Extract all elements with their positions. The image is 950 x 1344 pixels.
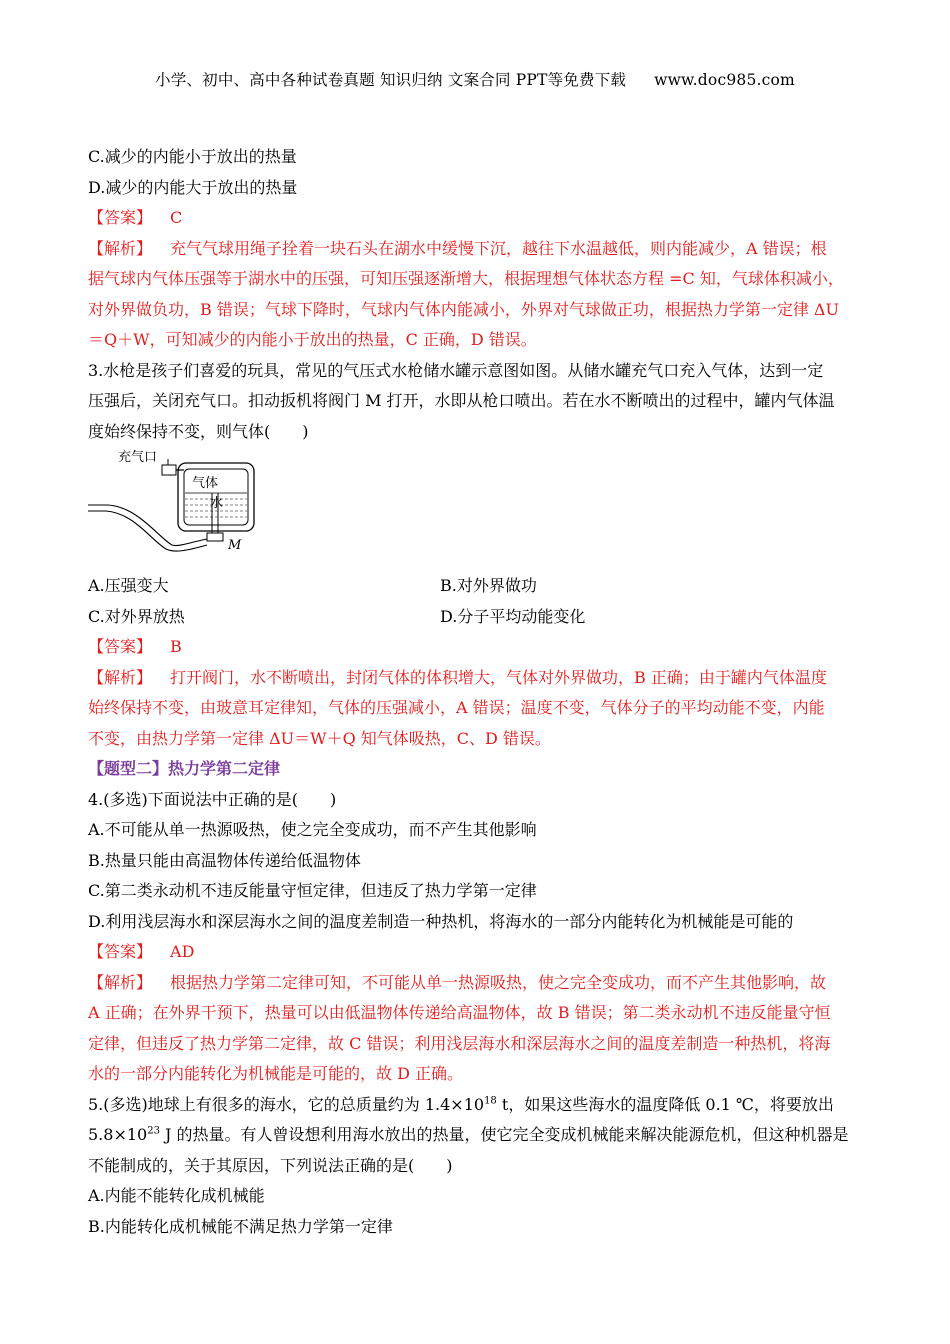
explanation-line: 定律，但违反了热力学第二定律，故 C 错误；利用浅层海水和深层海水之间的温度差制造一种热机，将海: [88, 1033, 831, 1053]
q3-options-row-2: [88, 602, 868, 633]
q4-explanation: [88, 968, 868, 1090]
q4-answer: [88, 937, 868, 968]
explanation-tag: 【解析】: [88, 238, 153, 258]
q5-stem: [88, 1090, 868, 1182]
header-url[interactable]: www.doc985.com: [654, 71, 795, 89]
q3-options-row-1: [88, 571, 868, 602]
explanation-tag: 【解析】: [88, 667, 153, 687]
explanation-line: 打开阀门，水不断喷出，封闭气体的体积增大，气体对外界做功，B 正确；由于罐内气体温度: [170, 667, 827, 687]
q2-answer: [88, 203, 868, 234]
answer-value: C: [170, 208, 183, 227]
answer-tag: 【答案】: [88, 208, 153, 227]
q5-line3: 不能制成的，关于其原因，下列说法正确的是( ): [88, 1155, 453, 1175]
page-header: [0, 68, 950, 90]
q3-explanation: [88, 663, 868, 755]
q3-stem: [88, 356, 868, 448]
explanation-line: 充气气球用绳子拴着一块石头在湖水中缓慢下沉，越往下水温越低，则内能减少，A 错误；根: [170, 238, 827, 258]
q5-line2-exp: 23: [147, 1125, 160, 1137]
answer-tag: 【答案】: [88, 942, 153, 961]
q2-explanation: [88, 234, 868, 356]
section-heading: 【题型二】热力学第二定律: [88, 759, 281, 778]
explanation-line: ＝Q＋W，可知减少的内能小于放出的热量，C 正确，D 错误。: [88, 330, 537, 349]
q3-option-b: B.对外界做功: [440, 576, 537, 595]
explanation-line: 据气球内气体压强等于湖水中的压强，可知压强逐渐增大，根据理想气体状态方程 =C 知，气球体积减小，: [88, 269, 844, 288]
q5-line2-b: J 的热量。有人曾设想利用海水放出的热量，使它完全变成机械能来解决能源危机，但这种机器是: [159, 1125, 849, 1144]
label-gas: 气体: [192, 476, 219, 491]
water-gun-svg: [88, 447, 288, 571]
valve-m: [207, 533, 223, 541]
question-line: 3.水枪是孩子们喜爱的玩具，常见的气压式水枪储水罐示意图如图。从储水罐充气口充入气体，达到一定: [88, 360, 824, 380]
q5-line1-b: t，如果这些海水的温度降低 0.1 ℃，将要放出: [496, 1094, 834, 1114]
header-text: 小学、初中、高中各种试卷真题 知识归纳 文案合同 PPT等免费下载: [155, 71, 627, 89]
q5-line1-a: 5.(多选)地球上有很多的海水，它的总质量约为 1.4×10: [88, 1094, 485, 1114]
q2-option-d: D.减少的内能大于放出的热量: [88, 177, 298, 197]
answer-value: AD: [170, 942, 195, 961]
explanation-line: 对外界做负功，B 错误；气球下降时，气球内气体内能减小，外界对气球做正功，根据热力学第一定律 ΔU: [88, 299, 839, 319]
explanation-line: 始终保持不变，由玻意耳定律知，气体的压强减小，A 错误；温度不变，气体分子的平均动能不变，内能: [88, 698, 825, 717]
label-inlet: 充气口: [118, 450, 158, 465]
q2-option-c: C.减少的内能小于放出的热量: [88, 147, 297, 166]
q3-option-a: A.压强变大: [88, 576, 169, 595]
q4-option-b: B.热量只能由高温物体传递给低温物体: [88, 850, 361, 870]
explanation-line: 水的一部分内能转化为机械能是可能的，故 D 正确。: [88, 1064, 464, 1083]
label-water: 水: [210, 496, 224, 511]
q4-option-a: A.不可能从单一热源吸热，使之完全变成功，而不产生其他影响: [88, 820, 537, 839]
answer-tag: 【答案】: [88, 637, 153, 656]
q5-option-a: A.内能不能转化成机械能: [88, 1186, 265, 1205]
explanation-tag: 【解析】: [88, 972, 153, 992]
q4-option-c: C.第二类永动机不违反能量守恒定律，但违反了热力学第一定律: [88, 881, 537, 900]
q3-answer: [88, 632, 868, 663]
q3-option-c: C.对外界放热: [88, 606, 185, 626]
q3-option-d: D.分子平均动能变化: [440, 606, 586, 626]
q4-stem: 4.(多选)下面说法中正确的是( ): [88, 789, 337, 809]
q5-line1-exp: 18: [484, 1095, 497, 1107]
explanation-line: 根据热力学第二定律可知，不可能从单一热源吸热，使之完全变成功，而不产生其他影响，故: [170, 972, 827, 992]
q4-option-d: D.利用浅层海水和深层海水之间的温度差制造一种热机，将海水的一部分内能转化为机械能是可能的: [88, 911, 794, 931]
q5-line2-a: 5.8×10: [88, 1125, 148, 1144]
explanation-line: A 正确；在外界干预下，热量可以由低温物体传递给高温物体，故 B 错误；第二类永动机不违反能量守恒: [88, 1003, 831, 1022]
explanation-line: 不变，由热力学第一定律 ΔU＝W＋Q 知气体吸热，C、D 错误。: [88, 728, 551, 748]
question-line: 压强后，关闭充气口。扣动扳机将阀门 M 打开，水即从枪口喷出。若在水不断喷出的过程中，罐内气体温: [88, 391, 835, 410]
q5-option-b: B.内能转化成机械能不满足热力学第一定律: [88, 1216, 393, 1236]
document-body: [88, 142, 868, 1242]
water-gun-diagram: [88, 447, 868, 571]
question-line: 度始终保持不变，则气体( ): [88, 421, 309, 441]
inlet-valve: [162, 465, 176, 475]
label-valve: M: [228, 538, 242, 553]
answer-value: B: [170, 637, 182, 656]
